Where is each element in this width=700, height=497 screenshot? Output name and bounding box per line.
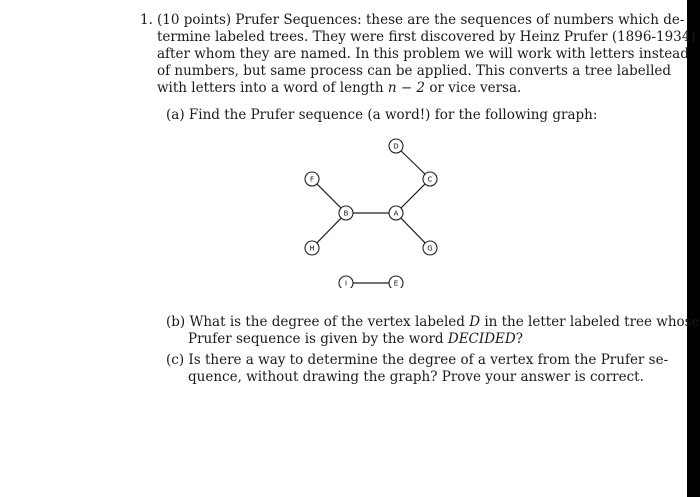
node-A: [389, 206, 403, 220]
node-label-B: B: [343, 209, 349, 218]
part-b-line-1-pre: What is the degree of the vertex labeled: [189, 314, 465, 330]
intro-line-5-end: or vice versa.: [429, 80, 522, 96]
part-b-line-2: [188, 331, 523, 348]
intro-line-5: [157, 80, 521, 97]
node-label-G: G: [427, 244, 433, 253]
edge-B-H: [317, 218, 341, 243]
tree-graph: [295, 138, 445, 288]
intro-line-4: of numbers, but same process can be applied. This converts a tree labelled: [157, 63, 672, 79]
part-c-line-1: [166, 352, 668, 369]
node-H: [305, 241, 319, 255]
part-a: [166, 107, 597, 124]
part-b-line-2-post: ?: [515, 331, 523, 347]
node-label-C: C: [427, 175, 433, 184]
edge-C-A: [401, 184, 425, 208]
node-label-A: A: [393, 209, 399, 218]
intro-line-2: termine labeled trees. They were first discovered by Heinz Prufer (1896-1934): [157, 29, 696, 45]
part-b-word: DECIDED: [447, 331, 516, 347]
node-B: [339, 206, 353, 220]
node-E: [389, 276, 403, 288]
part-c-line-1-text: Is there a way to determine the degree of a vertex from the Prufer se-: [188, 352, 669, 368]
part-c-label: (c): [166, 352, 185, 368]
node-label-H: H: [309, 244, 315, 253]
part-a-label: (a): [166, 107, 185, 123]
part-a-text: Find the Prufer sequence (a word!) for the following graph:: [188, 107, 598, 123]
part-b-label: (b): [166, 314, 186, 330]
part-b-var: D: [469, 314, 481, 330]
node-label-I: I: [344, 279, 348, 288]
intro-line-1: (10 points) Prufer Sequences: these are the sequences of numbers which de-: [157, 12, 685, 28]
part-b-line-1-post: in the letter labeled tree whose: [484, 314, 700, 330]
intro-line-5-text: with letters into a word of length: [157, 80, 384, 96]
part-b-line-1: [166, 314, 700, 331]
problem-number: 1.: [140, 12, 153, 28]
node-C: [423, 172, 437, 186]
edge-D-C: [401, 151, 425, 174]
node-label-E: E: [393, 279, 399, 288]
edge-A-G: [401, 218, 425, 243]
node-D: [389, 139, 403, 153]
part-b-line-2-pre: Prufer sequence is given by the word: [188, 331, 444, 347]
intro-formula: n − 2: [387, 80, 426, 96]
node-label-D: D: [393, 142, 399, 151]
intro-line-3: after whom they are named. In this problem we will work with letters instead: [157, 46, 689, 62]
edge-F-B: [317, 184, 341, 208]
node-F: [305, 172, 319, 186]
part-c-line-2: quence, without drawing the graph? Prove your answer is correct.: [188, 369, 644, 385]
node-I: [339, 276, 353, 288]
node-label-F: F: [309, 175, 315, 184]
node-G: [423, 241, 437, 255]
